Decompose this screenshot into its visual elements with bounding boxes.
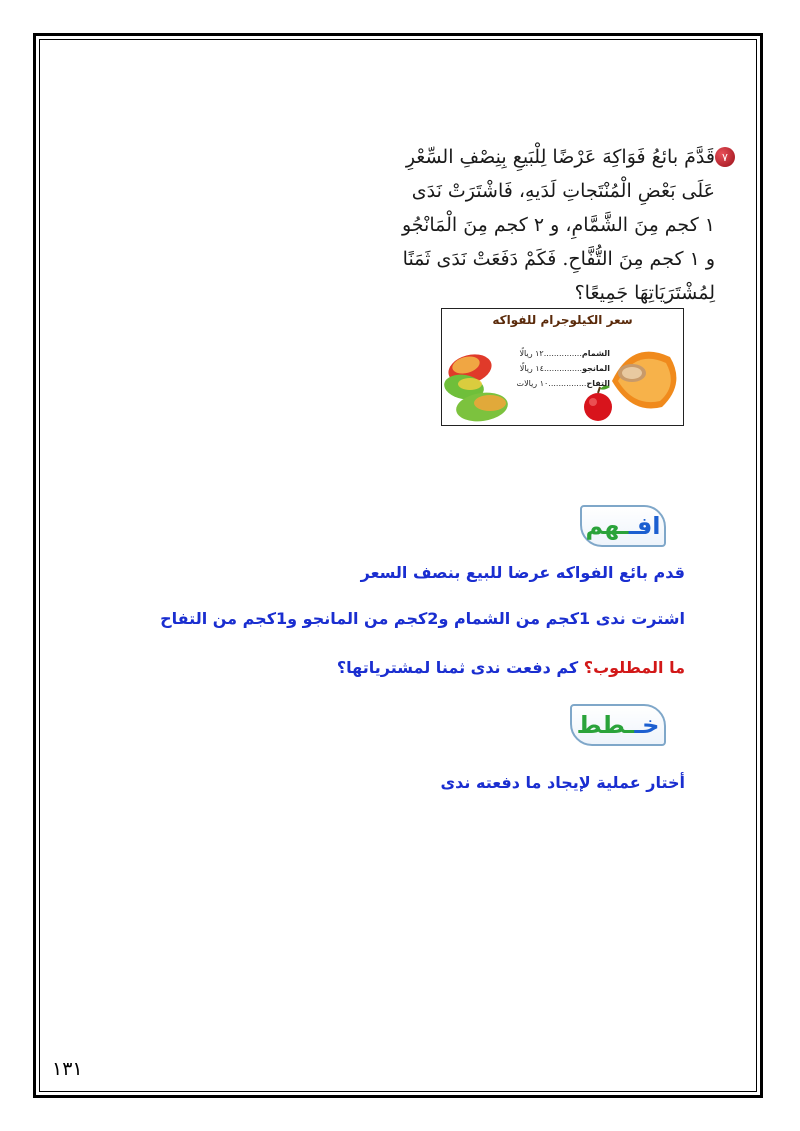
fruit-name: التفاح — [586, 379, 610, 388]
fruit-name: المانجو — [582, 364, 610, 373]
understand-label-part2: ـهم — [585, 512, 629, 540]
fruit-dots: ............... — [543, 349, 582, 358]
understand-line-1: قدم بائع الفواكه عرضا للبيع بنصف السعر — [360, 563, 685, 582]
price-box-title: سعر الكيلوجرام للفواكه — [492, 313, 633, 327]
plan-line-1: أختار عملية لإيجاد ما دفعته ندى — [440, 773, 685, 792]
problem-line-2: عَلَى بَعْضِ الْمُنْتَجاتِ لَدَيهِ، فَاشْتَرَتْ نَدَى — [411, 180, 715, 202]
price-row — [500, 364, 610, 373]
fruit-price: ١٢ ريالًا — [519, 349, 544, 358]
fruit-name: الشمام — [581, 349, 610, 358]
fruit-dots: ............... — [548, 379, 587, 388]
problem-line-3: ١ كجم مِنَ الشَّمَّامِ، و ٢ كجم مِنَ الْمَانْجُو — [401, 214, 715, 236]
understand-line-2: اشترت ندى 1كجم من الشمام و2كجم من المانجو و1كجم من التفاح — [160, 609, 685, 628]
required-label: ما المطلوب؟ — [583, 658, 685, 677]
price-row — [500, 349, 610, 358]
required-question: كم دفعت ندى ثمنا لمشترياتها؟ — [336, 658, 584, 677]
problem-number-badge: ٧ — [715, 147, 735, 167]
plan-label — [570, 704, 666, 746]
fruit-price: ١٠ ريالات — [516, 379, 549, 388]
understand-label-part1: افـ — [628, 512, 661, 540]
understand-label — [580, 505, 666, 547]
fruit-price-box — [441, 308, 684, 426]
price-row — [500, 379, 610, 388]
plan-label-part1: خـ — [633, 711, 660, 739]
problem-line-4: و ١ كجم مِنَ التُّفَّاحِ. فَكَمْ دَفَعَتْ نَدَى ثَمَنًا — [402, 248, 715, 270]
problem-line-1: قَدَّمَ بائعُ فَوَاكِهَ عَرْضًا لِلْبَيعِ بِنِصْفِ السِّعْرِ — [405, 146, 715, 168]
required-line — [337, 658, 685, 677]
problem-7 — [401, 140, 728, 310]
fruit-dots: ............... — [543, 364, 583, 373]
plan-label-part2: ـطط — [576, 711, 634, 739]
fruit-price: ١٤ ريالًا — [519, 364, 544, 373]
problem-line-5: لِمُشْتَرَيَاتِهَا جَمِيعًا؟ — [574, 282, 715, 304]
page-number: ١٣١ — [52, 1058, 83, 1080]
apple-icon — [584, 393, 612, 421]
